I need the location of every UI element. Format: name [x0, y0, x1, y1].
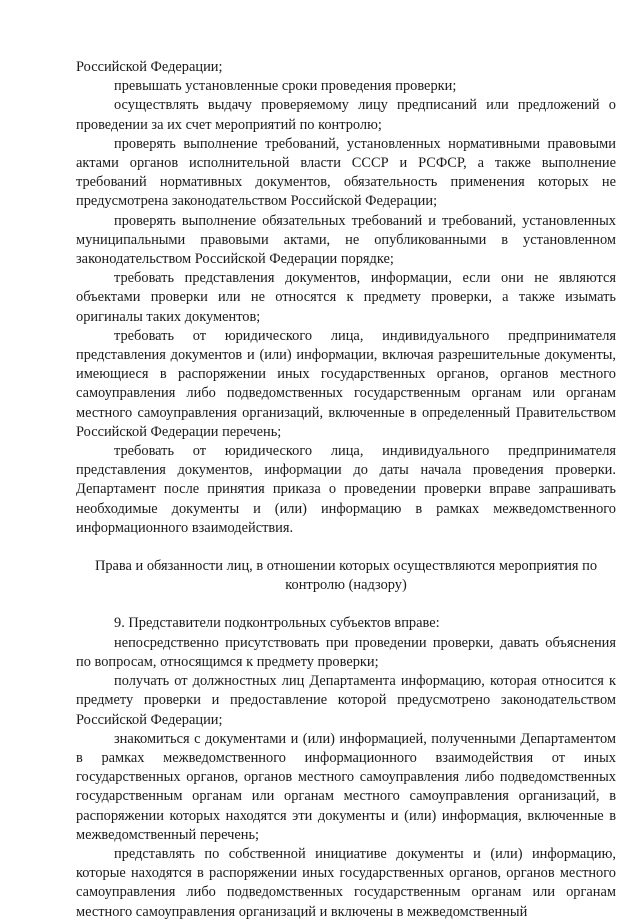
spacer [76, 595, 616, 614]
paragraph: проверять выполнение требований, установленных нормативными правовыми актами органов исполнительной власти СССР и РСФСР, а также выполнение требований нормативных документов, обязательность применения которых не предусмотрена законодательством Российской Федерации; [76, 135, 616, 210]
document-body [76, 58, 616, 922]
paragraph: Российской Федерации; [76, 59, 223, 75]
paragraph: требовать от юридического лица, индивидуального предпринимателя представления документов, информации до даты начала проведения проверки. Департамент после принятия приказа о проведении проверки вправе запрашивать необходимые документы и (или) информацию в рамках межведомственного информационного взаимодействия. [76, 443, 616, 536]
paragraph: требовать представления документов, информации, если они не являются объектами проверки или не относятся к предмету проверки, а также изымать оригиналы таких документов; [76, 270, 616, 325]
paragraph: 9. Представители подконтрольных субъектов вправе: [114, 615, 440, 632]
paragraph: превышать установленные сроки проведения проверки; [114, 78, 457, 95]
paragraph: требовать от юридического лица, индивидуального предпринимателя представления документов и (или) информации, включая разрешительные документы, имеющиеся в распоряжении иных государственных органов, органов местного самоуправления либо подведомственных государственным органам или органам местного самоуправления организаций, включенные в определенный Правительством Российской Федерации перечень; [76, 327, 616, 440]
section-heading: Права и обязанности лиц, в отношении которых осуществляются мероприятия по контролю (надзору) [94, 558, 598, 594]
paragraph: проверять выполнение обязательных требований и требований, установленных муниципальными правовыми актами, не опубликованными в установленном законодательством Российской Федерации порядке; [76, 212, 616, 268]
paragraph: осуществлять выдачу проверяемому лицу предписаний или предложений о проведении за их счет мероприятий по контролю; [76, 97, 616, 133]
paragraph: получать от должностных лиц Департамента информацию, которая относится к предмету проверки и предоставление которой предусмотрено законодательством Российской Федерации; [76, 673, 616, 728]
paragraph: непосредственно присутствовать при проведении проверки, давать объяснения по вопросам, относящимся к предмету проверки; [76, 634, 616, 670]
paragraph: знакомиться с документами и (или) информацией, полученными Департаментом в рамках межведомственного информационного взаимодействия от иных государственных органов, органов местного самоуправления либо подведомственных государственным органам или органам местного самоуправления организаций, в распоряжении которых находятся эти документы и (или) информация, включенные в межведомственный перечень; [76, 730, 616, 843]
paragraph: представлять по собственной инициативе документы и (или) информацию, которые находятся в распоряжении иных государственных органов, органов местного самоуправления либо подведомственных государственным органам или органам местного самоуправления организаций и включены в межведомственный [76, 845, 616, 920]
